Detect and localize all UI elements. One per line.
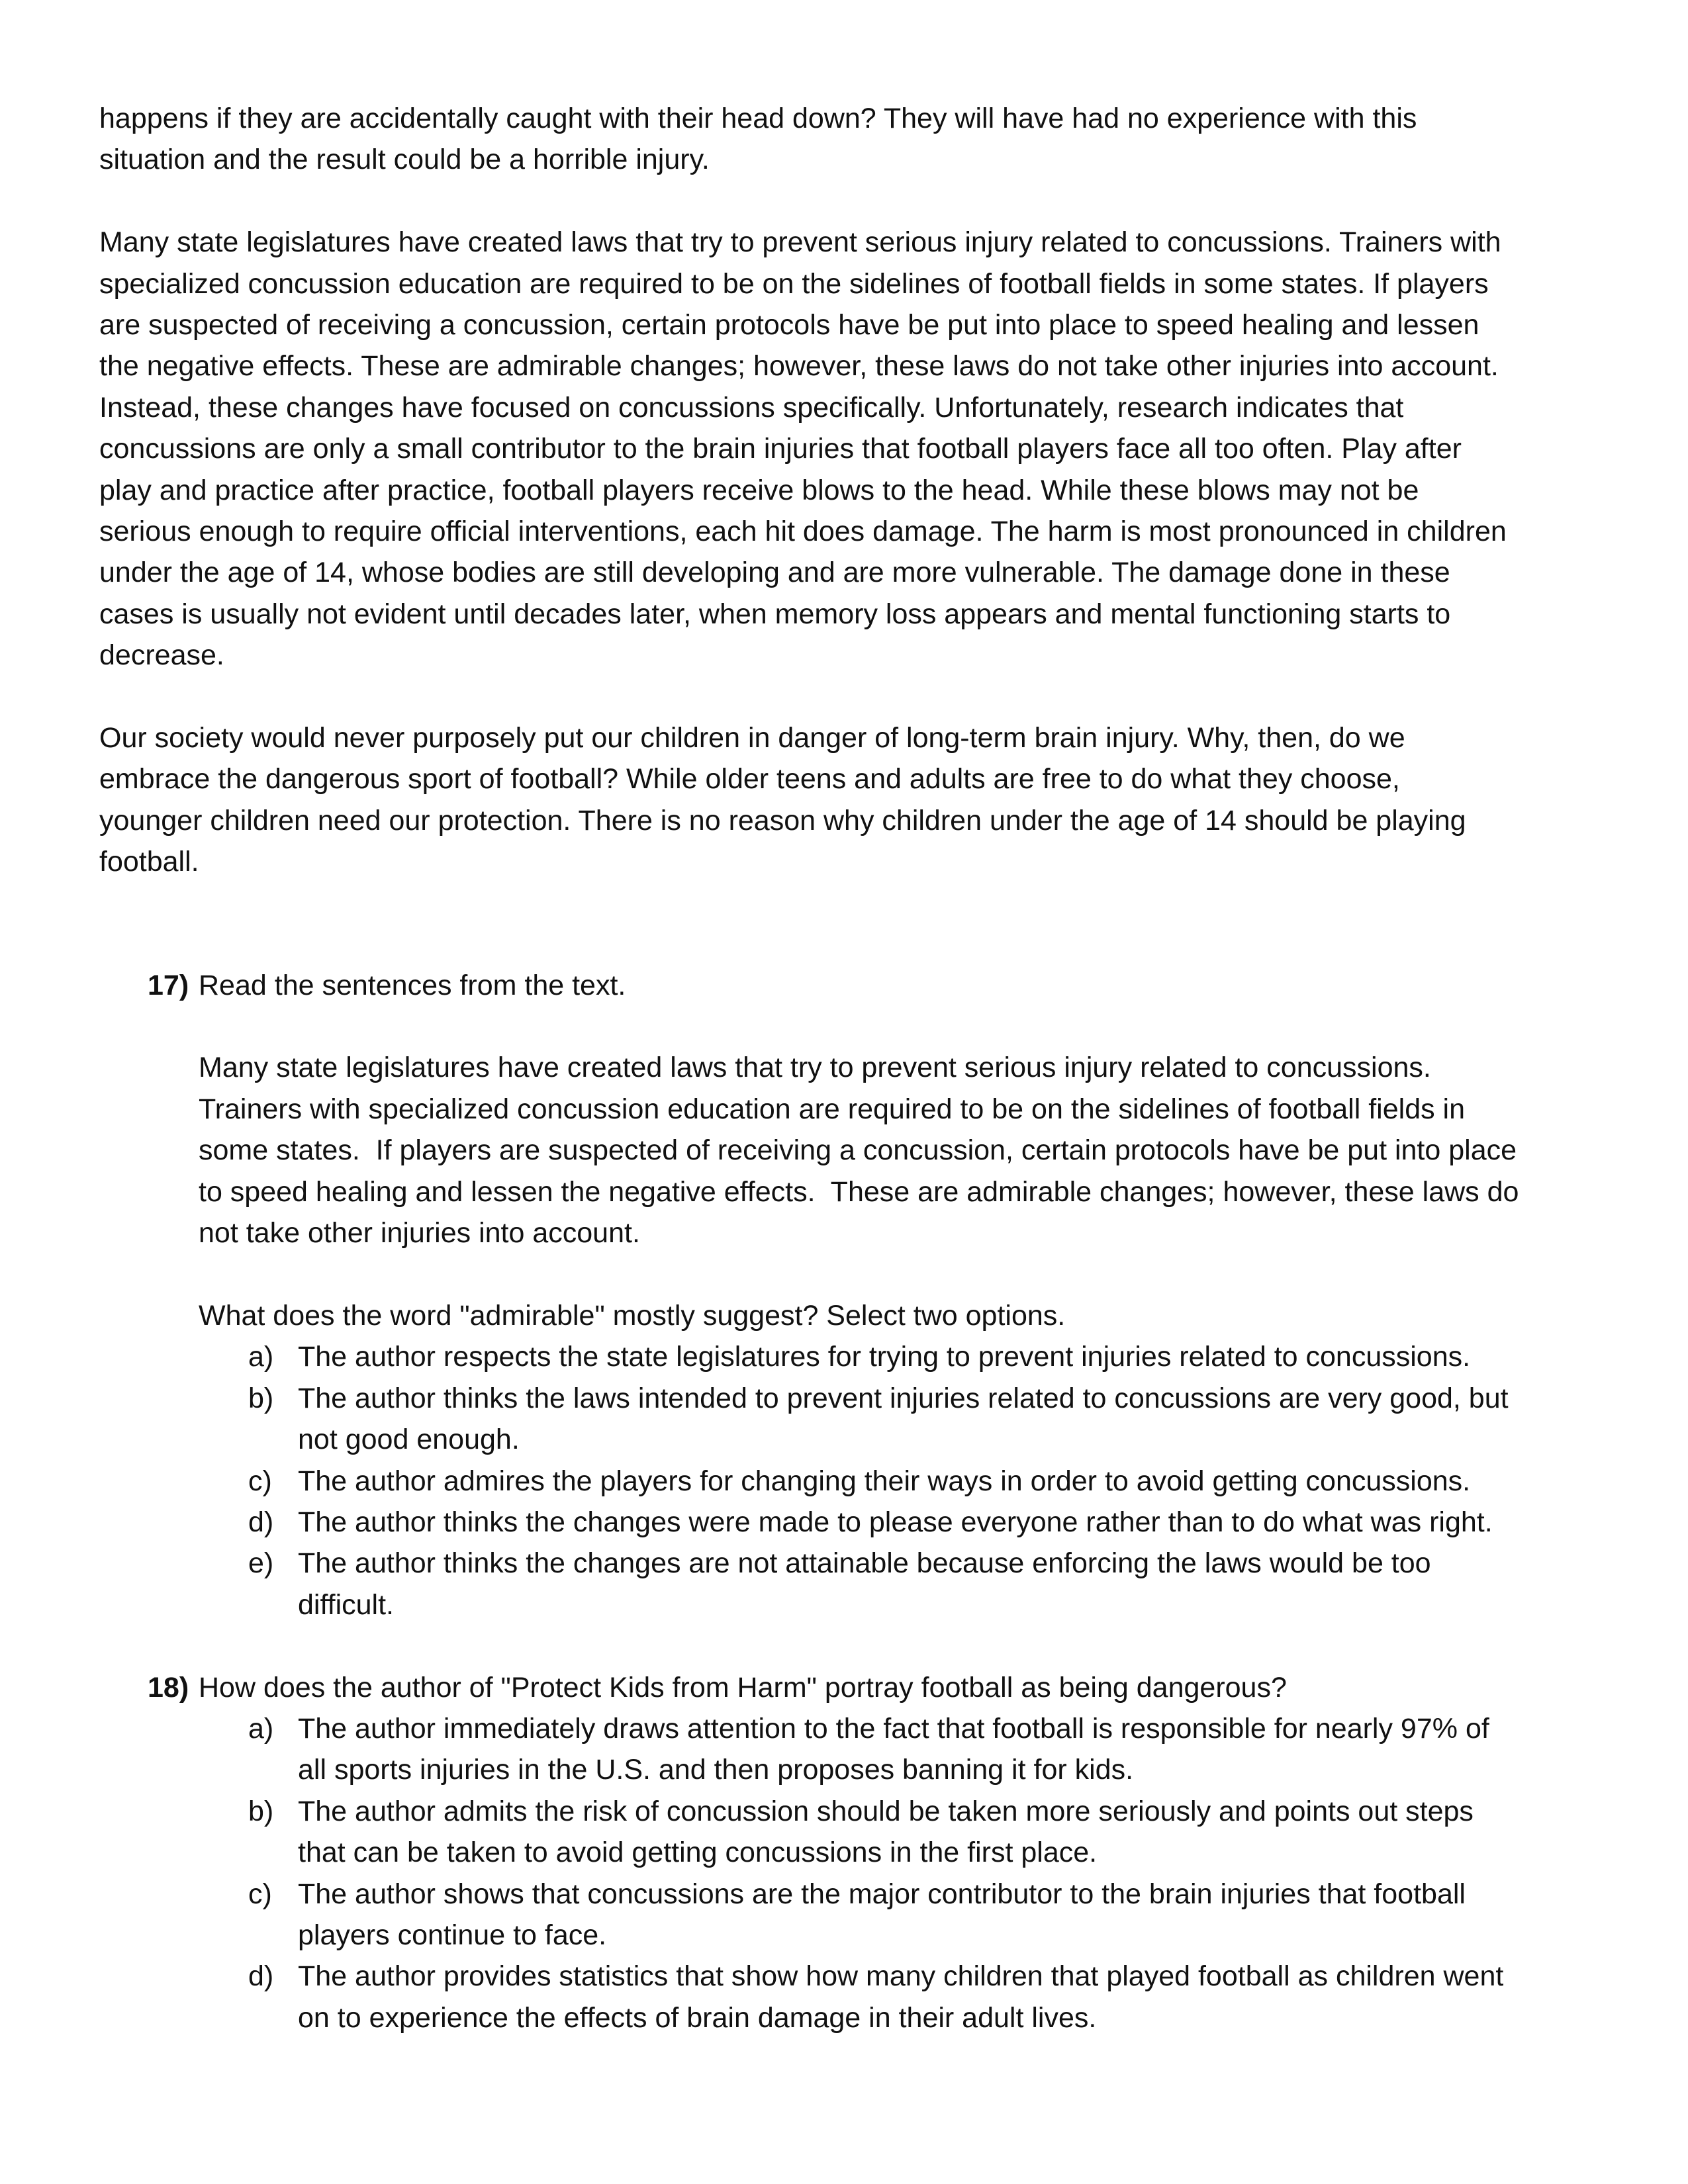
text-line: situation and the result could be a horrible injury.	[99, 144, 710, 176]
passage-paragraph-1	[99, 98, 1595, 181]
excerpt-line: not take other injuries into account.	[199, 1217, 640, 1250]
text-line: Our society would never purposely put our children in danger of long-term brain injury. Why, then, do we	[99, 722, 1405, 754]
option-text	[298, 1874, 1595, 1956]
document-page	[99, 98, 1595, 2080]
option-letter: b)	[248, 1795, 274, 1827]
answer-options	[199, 1336, 1595, 1625]
answer-option-d[interactable]	[199, 1502, 1595, 1543]
excerpt-line: Many state legislatures have created laws that try to prevent serious injury related to concussions.	[199, 1052, 1431, 1084]
answer-option-b[interactable]	[199, 1791, 1595, 1874]
text-line: concussions are only a small contributor to the brain injuries that football players face all too often. Play after	[99, 433, 1462, 465]
passage-paragraph-2	[99, 222, 1595, 676]
option-text	[298, 1791, 1595, 1874]
answer-option-b[interactable]	[199, 1378, 1595, 1461]
option-letter: a)	[248, 1341, 274, 1373]
option-letter: d)	[248, 1506, 274, 1538]
option-letter: c)	[248, 1878, 272, 1910]
option-text	[298, 1461, 1595, 1502]
option-text	[298, 1502, 1595, 1543]
text-line: cases is usually not evident until decades later, when memory loss appears and mental functioning starts to	[99, 598, 1451, 630]
option-letter: c)	[248, 1465, 272, 1497]
question-number: 18)	[148, 1671, 189, 1704]
text-line: football.	[99, 846, 199, 878]
option-line: The author immediately draws attention to the fact that football is responsible for nearly 97% of	[298, 1712, 1489, 1745]
text-line: embrace the dangerous sport of football? While older teens and adults are free to do what they choose,	[99, 763, 1400, 796]
option-text	[298, 1708, 1595, 1791]
option-line: that can be taken to avoid getting concussions in the first place.	[298, 1837, 1098, 1869]
question-prompt: Read the sentences from the text.	[199, 969, 626, 1001]
option-line: not good enough.	[298, 1424, 520, 1456]
option-line: The author admires the players for changing their ways in order to avoid getting concussions.	[298, 1465, 1471, 1497]
option-line: The author thinks the changes were made to please everyone rather than to do what was right.	[298, 1506, 1493, 1538]
text-line: specialized concussion education are required to be on the sidelines of football fields in some states. If players	[99, 267, 1489, 300]
answer-option-c[interactable]	[199, 1874, 1595, 1956]
text-line: play and practice after practice, football players receive blows to the head. While these blows may not be	[99, 474, 1419, 506]
option-letter: a)	[248, 1712, 274, 1745]
text-line: serious enough to require official interventions, each hit does damage. The harm is most pronounced in children	[99, 516, 1507, 548]
answer-option-e[interactable]	[199, 1543, 1595, 1625]
answer-option-c[interactable]	[199, 1461, 1595, 1502]
question-number: 17)	[148, 969, 189, 1001]
answer-options	[199, 1708, 1595, 2038]
text-line: the negative effects. These are admirable changes; however, these laws do not take other injuries into account.	[99, 350, 1499, 383]
passage	[99, 98, 1595, 883]
question-stem: What does the word "admirable" mostly suggest? Select two options.	[199, 1299, 1066, 1332]
excerpt-line: Trainers with specialized concussion education are required to be on the sidelines of football fields in	[199, 1093, 1466, 1125]
option-text	[298, 1956, 1595, 2038]
option-letter: b)	[248, 1382, 274, 1414]
option-line: The author shows that concussions are the major contributor to the brain injuries that football	[298, 1878, 1466, 1910]
text-line: Many state legislatures have created laws that try to prevent serious injury related to concussions. Trainers with	[99, 226, 1501, 259]
text-line: are suspected of receiving a concussion, certain protocols have be put into place to speed healing and lessen	[99, 309, 1479, 341]
option-line: The author admits the risk of concussion should be taken more seriously and points out steps	[298, 1795, 1474, 1827]
question-17	[99, 965, 1595, 1625]
option-text	[298, 1543, 1595, 1625]
answer-option-d[interactable]	[199, 1956, 1595, 2038]
text-line: younger children need our protection. There is no reason why children under the age of 14 should be playing	[99, 804, 1466, 837]
option-letter: d)	[248, 1960, 274, 1993]
answer-option-a[interactable]	[199, 1336, 1595, 1377]
option-line: players continue to face.	[298, 1919, 607, 1951]
passage-paragraph-3	[99, 717, 1595, 883]
option-line: The author thinks the laws intended to prevent injuries related to concussions are very good, but	[298, 1382, 1509, 1414]
option-line: The author respects the state legislatures for trying to prevent injuries related to concussions.	[298, 1341, 1471, 1373]
text-line: Instead, these changes have focused on concussions specifically. Unfortunately, research indicates that	[99, 391, 1404, 424]
quoted-excerpt	[199, 1047, 1595, 1253]
option-line: The author thinks the changes are not attainable because enforcing the laws would be too	[298, 1547, 1431, 1580]
option-line: all sports injuries in the U.S. and then proposes banning it for kids.	[298, 1754, 1134, 1786]
option-line: on to experience the effects of brain damage in their adult lives.	[298, 2001, 1097, 2034]
option-text	[298, 1336, 1595, 1377]
question-list	[99, 965, 1595, 2039]
option-text	[298, 1378, 1595, 1461]
text-line: happens if they are accidentally caught with their head down? They will have had no experience with this	[99, 103, 1417, 134]
option-line: difficult.	[298, 1588, 394, 1621]
question-18	[99, 1667, 1595, 2039]
excerpt-line: to speed healing and lessen the negative effects. These are admirable changes; however, these laws do	[199, 1175, 1519, 1208]
option-line: The author provides statistics that show how many children that played football as children went	[298, 1960, 1504, 1993]
text-line: decrease.	[99, 639, 224, 672]
answer-option-a[interactable]	[199, 1708, 1595, 1791]
question-prompt: How does the author of "Protect Kids from Harm" portray football as being dangerous?	[199, 1671, 1287, 1704]
excerpt-line: some states. If players are suspected of receiving a concussion, certain protocols have be put into place	[199, 1134, 1517, 1167]
option-letter: e)	[248, 1547, 274, 1580]
text-line: under the age of 14, whose bodies are still developing and are more vulnerable. The damage done in these	[99, 557, 1450, 589]
